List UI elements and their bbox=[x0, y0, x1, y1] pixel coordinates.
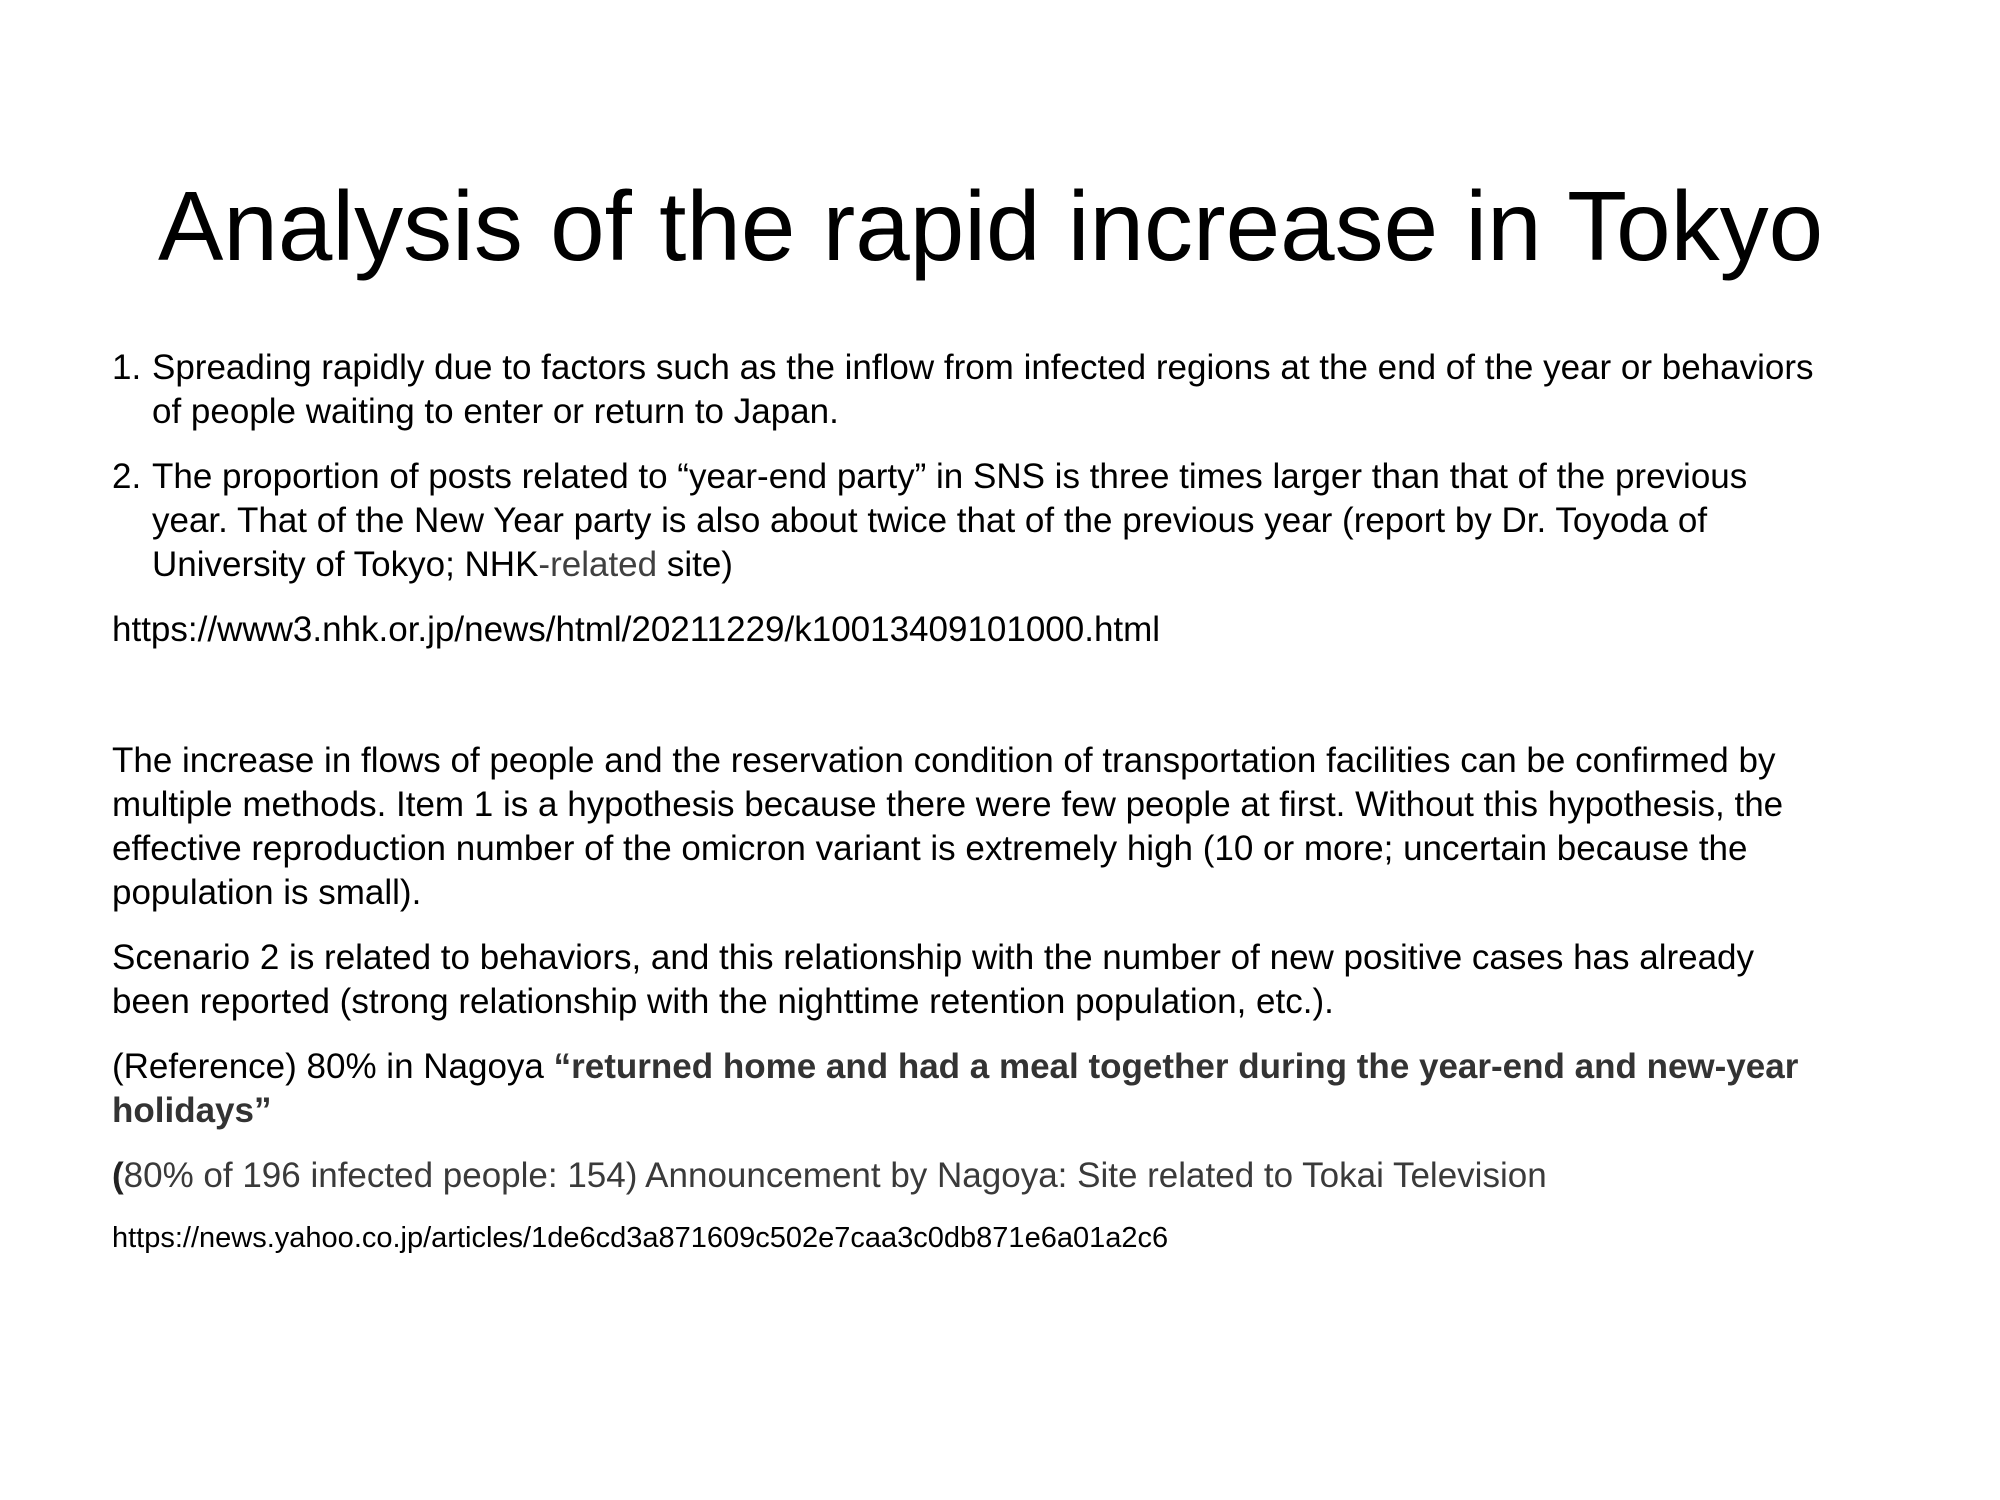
list-item-number: 1. bbox=[112, 348, 142, 387]
reference-quote: “returned home and had a meal together during the year-end and new-year holidays” bbox=[112, 1047, 1799, 1130]
list-item-text-grey: -related bbox=[538, 545, 658, 584]
list-item-number: 2. bbox=[112, 457, 142, 496]
note-paren: ( bbox=[112, 1156, 124, 1195]
list-item-text-main: The proportion of posts related to “year-end party” in SNS is three times larger than that of the previous year. That of the New Year party is also about twice that of the previous year (report by Dr. Toyoda of University of Tokyo; NHK bbox=[152, 457, 1748, 584]
numbered-list bbox=[112, 346, 1832, 587]
slide-body bbox=[112, 346, 1832, 1257]
reference-prefix: (Reference) 80% in Nagoya bbox=[112, 1047, 554, 1086]
list-item-text: Spreading rapidly due to factors such as the inflow from infected regions at the end of the year or behaviors of people waiting to enter or return to Japan. bbox=[152, 348, 1814, 431]
reference-line bbox=[112, 1045, 1832, 1133]
list-item-text-end: site) bbox=[657, 545, 733, 584]
paragraph-scenario: Scenario 2 is related to behaviors, and this relationship with the number of new positive cases has already been reported (strong relationship with the nighttime retention population, etc.). bbox=[112, 938, 1755, 1021]
list-item-1 bbox=[112, 346, 1832, 434]
note-text: 80% of 196 infected people: 154) Announcement by Nagoya: Site related to Tokai Television bbox=[123, 1156, 1547, 1195]
announcement-note bbox=[112, 1154, 1832, 1198]
nhk-url: https://www3.nhk.or.jp/news/html/20211229/k10013409101000.html bbox=[112, 610, 1161, 649]
yahoo-url: https://news.yahoo.co.jp/articles/1de6cd3a871609c502e7caa3c0db871e6a01a2c6 bbox=[112, 1222, 1169, 1254]
list-item-2 bbox=[112, 455, 1832, 587]
paragraph-flows: The increase in flows of people and the reservation condition of transportation facilities can be confirmed by multiple methods. Item 1 is a hypothesis because there were few people at first. Without this hypothesis, the effective reproduction number of the omicron variant is extremely high (10 or more; uncertain because the population is small). bbox=[112, 741, 1784, 912]
slide-title: Analysis of the rapid increase in Tokyo bbox=[158, 171, 1824, 281]
list-item-text bbox=[152, 457, 1747, 584]
